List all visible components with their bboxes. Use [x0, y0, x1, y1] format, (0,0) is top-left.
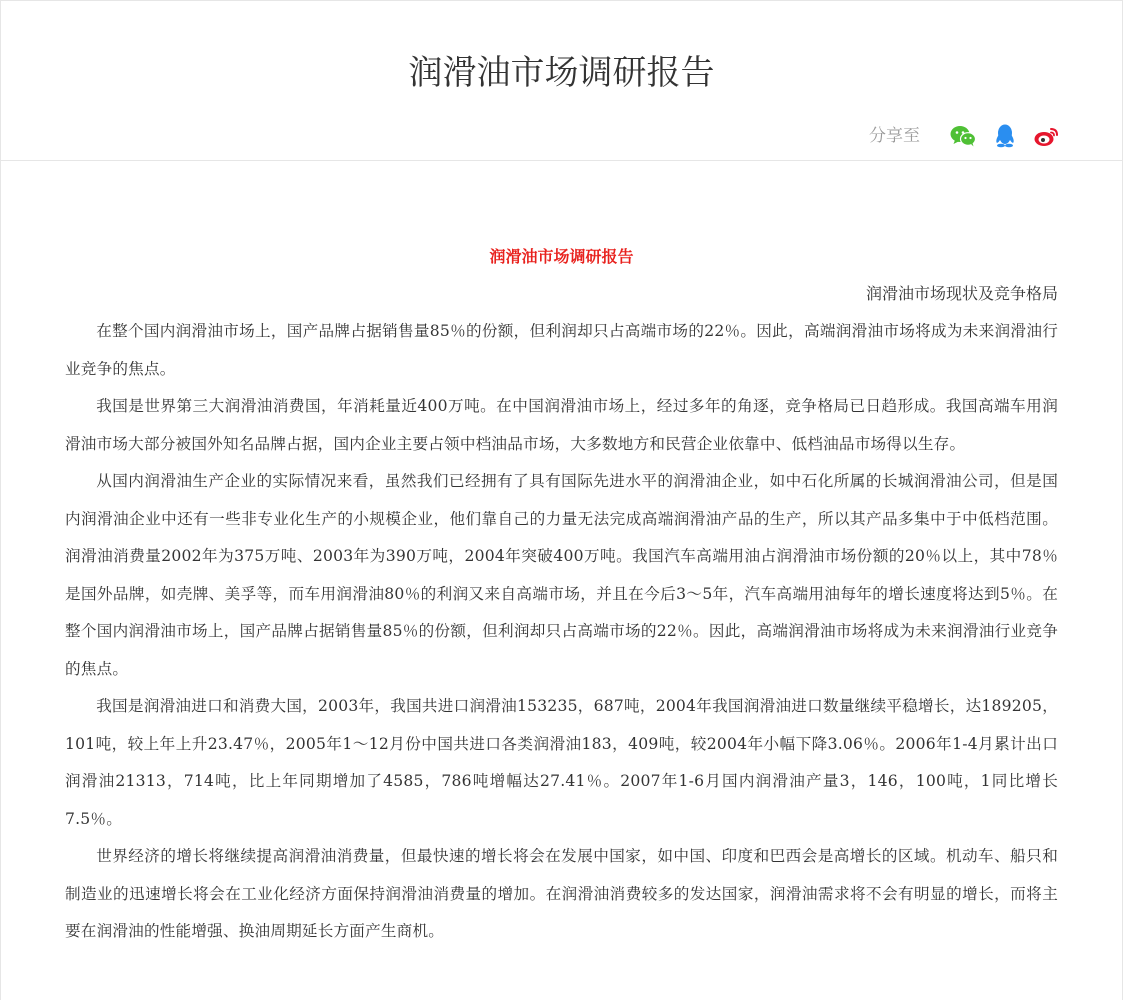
- article-paragraph: 世界经济的增长将继续提高润滑油消费量，但最快速的增长将会在发展中国家，如中国、印度和巴西会是高增长的区域。机动车、船只和制造业的迅速增长将会在工业化经济方面保持润滑油消费量的增加。在润滑油消费较多的发达国家，润滑油需求将不会有明显的增长，而将主要在润滑油的性能增强、换油周期延长方面产生商机。: [65, 847, 1058, 940]
- page-header: [1, 1, 1122, 161]
- page-title: 润滑油市场调研报告: [408, 53, 715, 93]
- article-paragraph: 从国内润滑油生产企业的实际情况来看，虽然我们已经拥有了具有国际先进水平的润滑油企业，如中石化所属的长城润滑油公司，但是国内润滑油企业中还有一些非专业化生产的小规模企业，他们靠自己的力量无法完成高端润滑油产品的生产，所以其产品多集中于中低档范围。润滑油消费量2002年为375万吨、2003年为390万吨，2004年突破400万吨。我国汽车高端用油占润滑油市场份额的20％以上，其中78％是国外品牌，如壳牌、美孚等，而车用润滑油80％的利润又来自高端市场，并且在今后3～5年，汽车高端用油每年的增长速度将达到5％。在整个国内润滑油市场上，国产品牌占据销售量85％的份额，但利润却只占高端市场的22％。因此，高端润滑油市场将成为未来润滑油行业竞争的焦点。: [65, 472, 1058, 678]
- article-paragraph: 在整个国内润滑油市场上，国产品牌占据销售量85％的份额，但利润却只占高端市场的22％。因此，高端润滑油市场将成为未来润滑油行业竞争的焦点。: [65, 322, 1058, 378]
- article-title: 润滑油市场调研报告: [489, 247, 634, 266]
- share-label: 分享至: [869, 126, 920, 146]
- article-paragraph: 我国是世界第三大润滑油消费国，年消耗量近400万吨。在中国润滑油市场上，经过多年的角逐，竞争格局已日趋形成。我国高端车用润滑油市场大部分被国外知名品牌占据，国内企业主要占领中档油品市场，大多数地方和民营企业依靠中、低档油品市场得以生存。: [65, 397, 1058, 453]
- share-bar: [869, 122, 1060, 150]
- article-paragraph: 我国是润滑油进口和消费大国，2003年，我国共进口润滑油153235，687吨，2004年我国润滑油进口数量继续平稳增长，达189205，101吨，较上年上升23.47％，2005年1～12月份中国共进口各类润滑油183，409吨，较2004年小幅下降3.06％。2006年1-4月累计出口润滑油21313，714吨，比上年同期增加了4585，786吨增幅达27.41％。2007年1-6月国内润滑油产量3，146，100吨，1同比增长7.5％。: [65, 697, 1058, 828]
- article-subtitle: 润滑油市场现状及竞争格局: [865, 284, 1058, 303]
- weibo-icon[interactable]: [1034, 123, 1060, 149]
- wechat-icon[interactable]: [950, 123, 976, 149]
- qq-icon[interactable]: [992, 123, 1018, 149]
- article-content: [65, 239, 1058, 951]
